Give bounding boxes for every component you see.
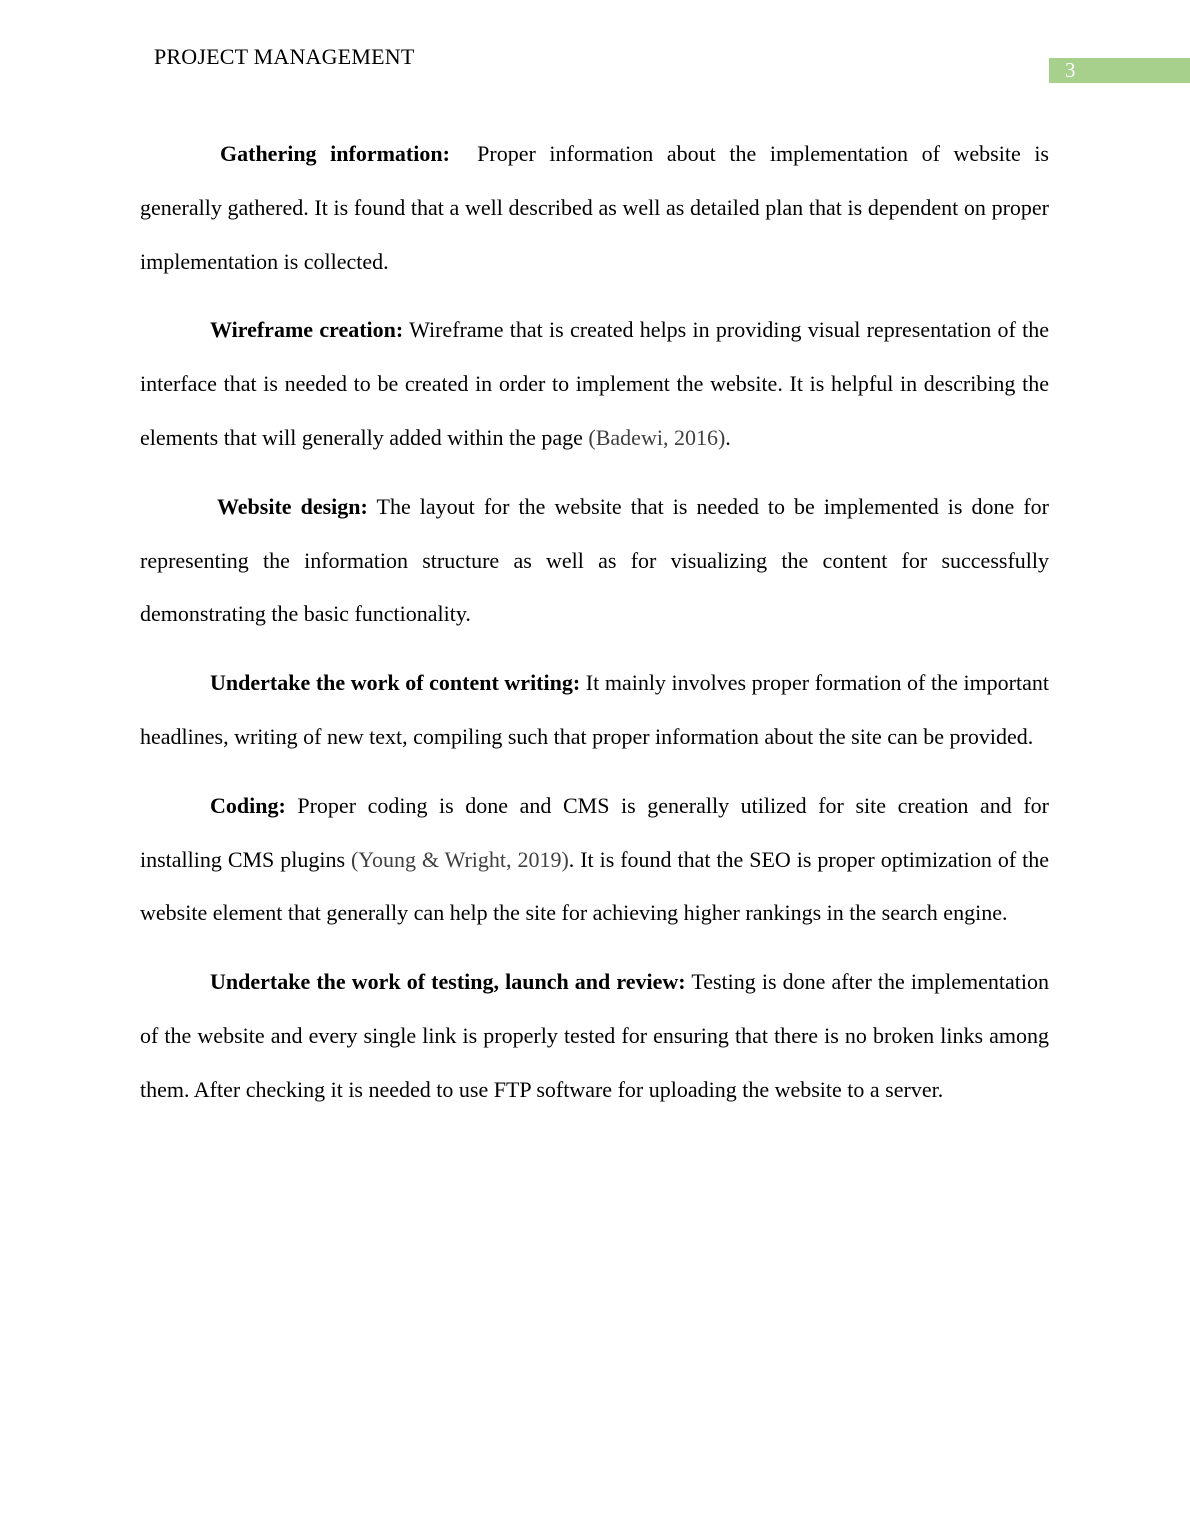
paragraph-website-design (140, 480, 1049, 641)
paragraph-heading: Coding: (210, 792, 286, 818)
paragraph-gathering-information (140, 127, 1055, 288)
paragraph-wireframe-creation (140, 303, 1049, 464)
paragraph-text-end: . It is found that the SEO is proper optimization of the website element that generally can help the site for achieving higher rankings in the search engine. (140, 846, 1049, 926)
paragraph-coding (140, 779, 1049, 940)
paragraph-heading: Wireframe creation: (210, 317, 404, 343)
body-text (140, 127, 1055, 1132)
paragraph-heading: Website design: (217, 493, 368, 519)
paragraph-text: Proper information about the implementation of website is generally gathered. It is found that a well described as well as detailed plan that is dependent on proper implementation is collected. (140, 141, 1055, 274)
paragraph-testing-launch-review (140, 955, 1049, 1116)
paragraph-heading: Undertake the work of testing, launch and review: (210, 969, 686, 995)
paragraph-content-writing (140, 656, 1049, 764)
paragraph-heading: Gathering information: (220, 141, 450, 166)
paragraph-text: Wireframe that is created helps in providing visual representation of the interface that is needed to be created in order to implement the website. It is helpful in describing the elements that will generally added within the page (140, 317, 1049, 450)
paragraph-text: Testing is done after the implementation of the website and every single link is properly tested for ensuring that there is no broken links among them. After checking it is needed to use FTP software for uploading the website to a server. (140, 969, 1049, 1102)
running-head: PROJECT MANAGEMENT (154, 44, 415, 69)
citation: (Badewi, 2016) (588, 424, 726, 450)
citation: (Young & Wright, 2019) (350, 846, 569, 872)
paragraph-text-end: . (725, 424, 731, 450)
paragraph-text: Proper coding is done and CMS is generally utilized for site creation and for installing CMS plugins (140, 792, 1049, 872)
page-number: 3 (1049, 58, 1190, 83)
paragraph-text: It mainly involves proper formation of the important headlines, writing of new text, compiling such that proper information about the site can be provided. (140, 670, 1050, 749)
paragraph-text: The layout for the website that is needed to be implemented is done for representing the information structure as well as for visualizing the content for successfully demonstrating the basic functionality. (140, 493, 1049, 627)
paragraph-heading: Undertake the work of content writing: (210, 670, 581, 696)
